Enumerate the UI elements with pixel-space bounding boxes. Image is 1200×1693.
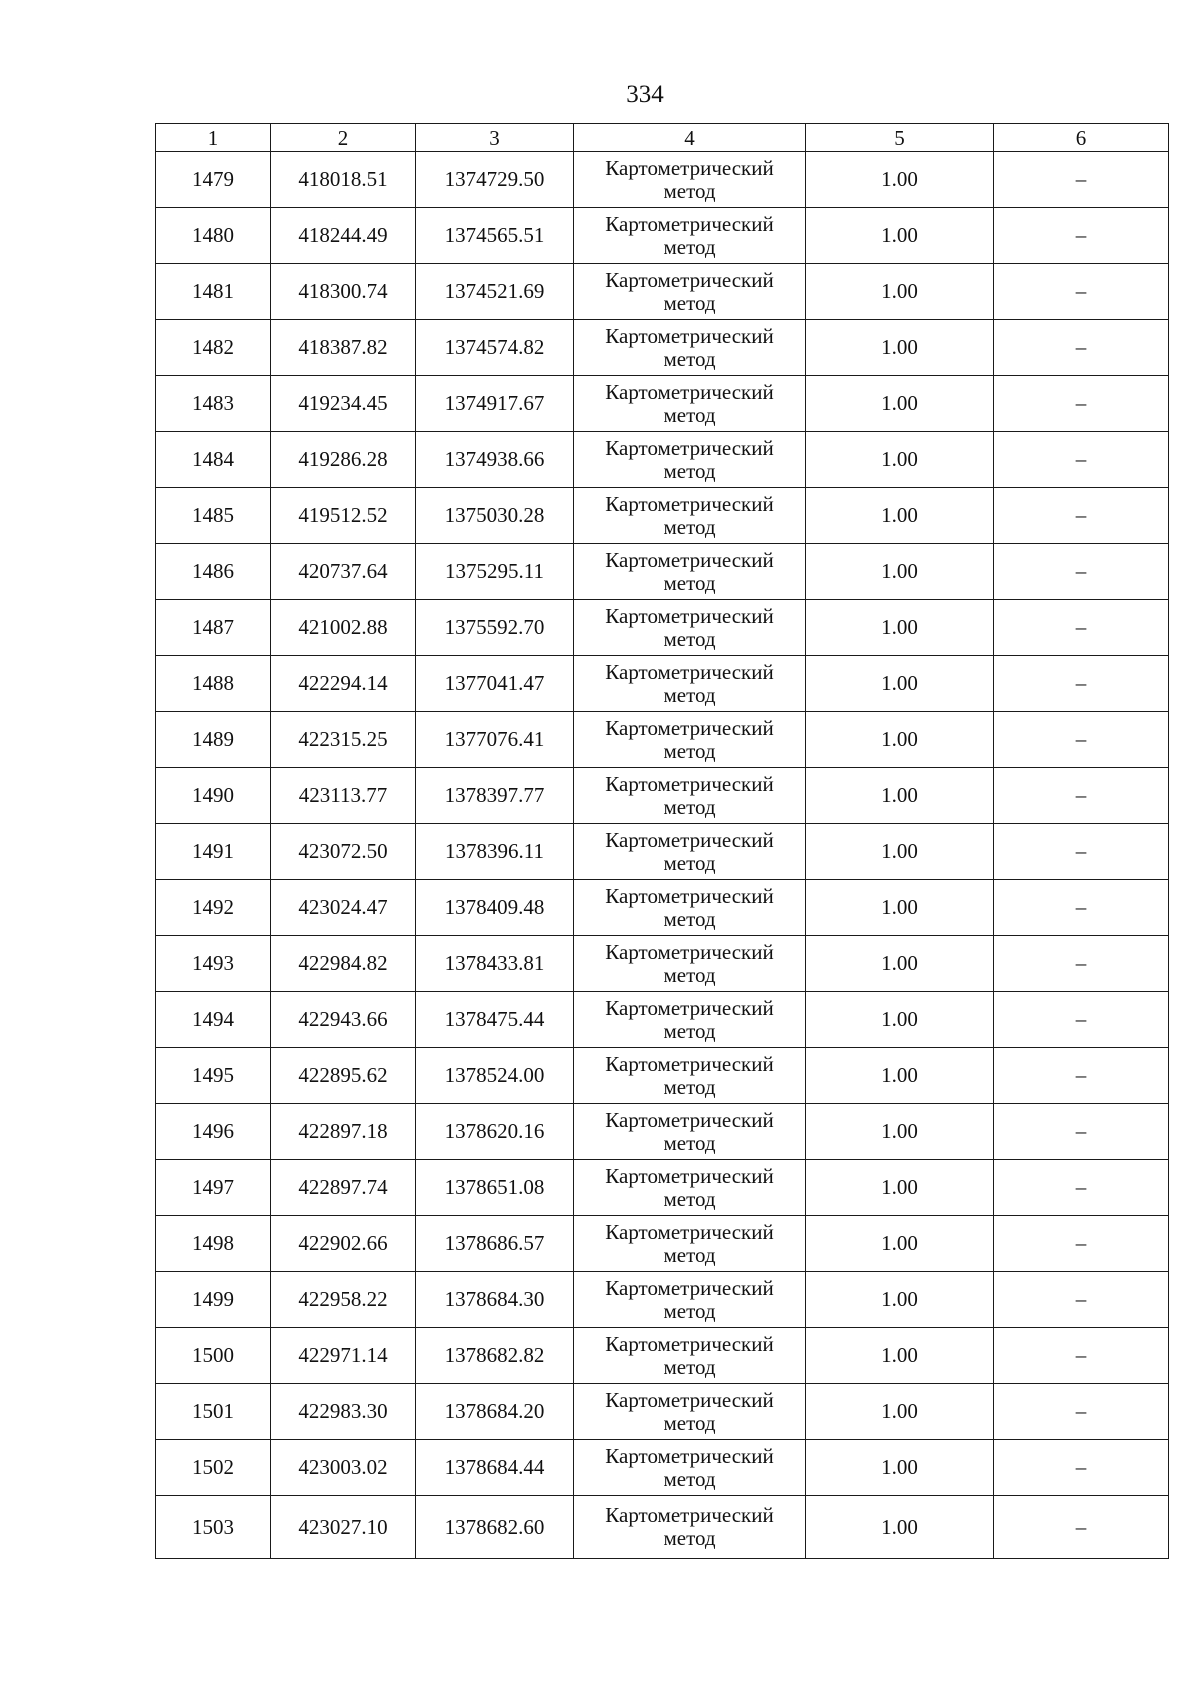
method-line: Картометрический [605, 1387, 774, 1412]
page-number: 334 [626, 81, 664, 108]
table-row [156, 320, 1169, 376]
cell-coord-x: 423024.47 [271, 880, 416, 936]
table-row [156, 600, 1169, 656]
header-col-2: 2 [271, 124, 416, 152]
cell-method [574, 1496, 806, 1559]
cell-note: – [994, 1104, 1169, 1160]
cell-accuracy: 1.00 [806, 320, 994, 376]
cell-coord-y: 1374938.66 [416, 432, 574, 488]
cell-note: – [994, 488, 1169, 544]
cell-method [574, 264, 806, 320]
cell-point-number: 1479 [156, 152, 271, 208]
cell-method [574, 432, 806, 488]
method-line: метод [663, 1526, 716, 1550]
method-line: метод [663, 178, 716, 203]
table-row [156, 936, 1169, 992]
cell-coord-x: 422897.18 [271, 1104, 416, 1160]
cell-coord-y: 1378524.00 [416, 1048, 574, 1104]
cell-coord-x: 422294.14 [271, 656, 416, 712]
method-line: метод [663, 682, 716, 707]
table-row [156, 1104, 1169, 1160]
cell-method [574, 656, 806, 712]
table-row [156, 376, 1169, 432]
cell-note: – [994, 1328, 1169, 1384]
method-line: Картометрический [605, 379, 774, 404]
header-col-6: 6 [994, 124, 1169, 152]
cell-coord-y: 1374565.51 [416, 208, 574, 264]
cell-coord-x: 418387.82 [271, 320, 416, 376]
table-row [156, 1440, 1169, 1496]
method-line: Картометрический [605, 659, 774, 684]
table-row [156, 208, 1169, 264]
table-row [156, 880, 1169, 936]
cell-method [574, 1160, 806, 1216]
method-line: Картометрический [605, 547, 774, 572]
table-header [156, 124, 1169, 152]
cell-note: – [994, 1440, 1169, 1496]
cell-point-number: 1496 [156, 1104, 271, 1160]
cell-point-number: 1503 [156, 1496, 271, 1559]
cell-note: – [994, 600, 1169, 656]
cell-point-number: 1497 [156, 1160, 271, 1216]
method-line: метод [663, 906, 716, 931]
cell-coord-y: 1378684.30 [416, 1272, 574, 1328]
method-line: Картометрический [605, 1163, 774, 1188]
table-row [156, 264, 1169, 320]
method-line: Картометрический [605, 211, 774, 236]
cell-coord-x: 418244.49 [271, 208, 416, 264]
cell-point-number: 1502 [156, 1440, 271, 1496]
cell-method [574, 208, 806, 264]
cell-accuracy: 1.00 [806, 656, 994, 712]
cell-coord-x: 418018.51 [271, 152, 416, 208]
method-line: метод [663, 626, 716, 651]
method-line: Картометрический [605, 827, 774, 852]
table-row [156, 992, 1169, 1048]
table-row [156, 432, 1169, 488]
cell-coord-x: 423003.02 [271, 1440, 416, 1496]
cell-accuracy: 1.00 [806, 488, 994, 544]
cell-point-number: 1494 [156, 992, 271, 1048]
method-line: Картометрический [605, 1443, 774, 1468]
cell-point-number: 1490 [156, 768, 271, 824]
cell-note: – [994, 1384, 1169, 1440]
cell-method [574, 1384, 806, 1440]
method-line: Картометрический [605, 771, 774, 796]
cell-point-number: 1483 [156, 376, 271, 432]
cell-note: – [994, 320, 1169, 376]
method-line: метод [663, 290, 716, 315]
cell-note: – [994, 152, 1169, 208]
cell-accuracy: 1.00 [806, 1048, 994, 1104]
cell-coord-x: 422983.30 [271, 1384, 416, 1440]
table-row [156, 1160, 1169, 1216]
cell-point-number: 1495 [156, 1048, 271, 1104]
method-line: метод [663, 1410, 716, 1435]
cell-coord-y: 1374574.82 [416, 320, 574, 376]
cell-note: – [994, 1216, 1169, 1272]
cell-accuracy: 1.00 [806, 1496, 994, 1559]
cell-note: – [994, 1048, 1169, 1104]
cell-note: – [994, 824, 1169, 880]
cell-accuracy: 1.00 [806, 824, 994, 880]
method-line: Картометрический [605, 323, 774, 348]
cell-note: – [994, 432, 1169, 488]
method-line: Картометрический [605, 1219, 774, 1244]
method-line: Картометрический [605, 1503, 774, 1527]
cell-note: – [994, 880, 1169, 936]
cell-coord-x: 422895.62 [271, 1048, 416, 1104]
cell-method [574, 1272, 806, 1328]
method-line: Картометрический [605, 155, 774, 180]
table-row [156, 1272, 1169, 1328]
cell-coord-x: 418300.74 [271, 264, 416, 320]
cell-coord-x: 423027.10 [271, 1496, 416, 1559]
method-line: метод [663, 570, 716, 595]
cell-point-number: 1491 [156, 824, 271, 880]
cell-coord-y: 1378620.16 [416, 1104, 574, 1160]
cell-note: – [994, 264, 1169, 320]
cell-coord-y: 1378684.44 [416, 1440, 574, 1496]
cell-coord-y: 1378397.77 [416, 768, 574, 824]
method-line: метод [663, 234, 716, 259]
cell-note: – [994, 376, 1169, 432]
cell-coord-y: 1378475.44 [416, 992, 574, 1048]
cell-point-number: 1487 [156, 600, 271, 656]
cell-point-number: 1498 [156, 1216, 271, 1272]
method-line: метод [663, 850, 716, 875]
method-line: метод [663, 346, 716, 371]
cell-coord-x: 423072.50 [271, 824, 416, 880]
cell-point-number: 1493 [156, 936, 271, 992]
cell-coord-x: 419512.52 [271, 488, 416, 544]
table-row [156, 1048, 1169, 1104]
cell-coord-x: 419234.45 [271, 376, 416, 432]
cell-accuracy: 1.00 [806, 432, 994, 488]
cell-accuracy: 1.00 [806, 1384, 994, 1440]
table-row [156, 712, 1169, 768]
table-row [156, 488, 1169, 544]
cell-point-number: 1481 [156, 264, 271, 320]
cell-method [574, 376, 806, 432]
cell-coord-y: 1378433.81 [416, 936, 574, 992]
cell-coord-y: 1375030.28 [416, 488, 574, 544]
cell-coord-y: 1374917.67 [416, 376, 574, 432]
cell-point-number: 1480 [156, 208, 271, 264]
method-line: метод [663, 1018, 716, 1043]
cell-coord-y: 1374729.50 [416, 152, 574, 208]
cell-method [574, 712, 806, 768]
table-row [156, 656, 1169, 712]
method-line: метод [663, 458, 716, 483]
cell-accuracy: 1.00 [806, 880, 994, 936]
cell-method [574, 544, 806, 600]
method-line: Картометрический [605, 715, 774, 740]
method-line: метод [663, 1130, 716, 1155]
cell-accuracy: 1.00 [806, 376, 994, 432]
method-line: Картометрический [605, 1051, 774, 1076]
cell-coord-x: 420737.64 [271, 544, 416, 600]
cell-point-number: 1488 [156, 656, 271, 712]
cell-method [574, 768, 806, 824]
cell-coord-x: 422984.82 [271, 936, 416, 992]
coordinates-table [155, 123, 1169, 1559]
cell-method [574, 320, 806, 376]
cell-coord-x: 422958.22 [271, 1272, 416, 1328]
method-line: Картометрический [605, 1331, 774, 1356]
table-row [156, 1328, 1169, 1384]
cell-coord-x: 419286.28 [271, 432, 416, 488]
cell-accuracy: 1.00 [806, 1328, 994, 1384]
cell-note: – [994, 1160, 1169, 1216]
table-body [156, 152, 1169, 1559]
method-line: Картометрический [605, 603, 774, 628]
cell-accuracy: 1.00 [806, 936, 994, 992]
cell-note: – [994, 656, 1169, 712]
cell-accuracy: 1.00 [806, 1104, 994, 1160]
cell-point-number: 1499 [156, 1272, 271, 1328]
header-col-3: 3 [416, 124, 574, 152]
cell-point-number: 1501 [156, 1384, 271, 1440]
cell-coord-y: 1378409.48 [416, 880, 574, 936]
cell-accuracy: 1.00 [806, 768, 994, 824]
cell-method [574, 1048, 806, 1104]
cell-method [574, 936, 806, 992]
cell-point-number: 1489 [156, 712, 271, 768]
method-line: метод [663, 962, 716, 987]
header-col-1: 1 [156, 124, 271, 152]
method-line: Картометрический [605, 883, 774, 908]
table-row [156, 152, 1169, 208]
cell-note: – [994, 992, 1169, 1048]
header-col-4: 4 [574, 124, 806, 152]
method-line: метод [663, 1466, 716, 1491]
cell-coord-y: 1378682.82 [416, 1328, 574, 1384]
cell-coord-y: 1378684.20 [416, 1384, 574, 1440]
cell-accuracy: 1.00 [806, 992, 994, 1048]
cell-accuracy: 1.00 [806, 152, 994, 208]
cell-coord-x: 422897.74 [271, 1160, 416, 1216]
table-row [156, 544, 1169, 600]
cell-method [574, 152, 806, 208]
table-row [156, 1496, 1169, 1559]
method-line: Картометрический [605, 267, 774, 292]
cell-point-number: 1486 [156, 544, 271, 600]
method-line: Картометрический [605, 995, 774, 1020]
cell-accuracy: 1.00 [806, 1440, 994, 1496]
cell-coord-y: 1378682.60 [416, 1496, 574, 1559]
cell-note: – [994, 712, 1169, 768]
table-row [156, 768, 1169, 824]
cell-coord-y: 1378396.11 [416, 824, 574, 880]
method-line: метод [663, 514, 716, 539]
table-row [156, 1384, 1169, 1440]
cell-note: – [994, 768, 1169, 824]
table-row [156, 1216, 1169, 1272]
table-row [156, 824, 1169, 880]
cell-coord-x: 423113.77 [271, 768, 416, 824]
method-line: Картометрический [605, 491, 774, 516]
cell-coord-y: 1377041.47 [416, 656, 574, 712]
cell-coord-y: 1378686.57 [416, 1216, 574, 1272]
cell-accuracy: 1.00 [806, 1272, 994, 1328]
method-line: метод [663, 1186, 716, 1211]
cell-accuracy: 1.00 [806, 264, 994, 320]
header-col-5: 5 [806, 124, 994, 152]
method-line: метод [663, 794, 716, 819]
cell-coord-y: 1374521.69 [416, 264, 574, 320]
cell-coord-y: 1377076.41 [416, 712, 574, 768]
cell-point-number: 1484 [156, 432, 271, 488]
cell-method [574, 824, 806, 880]
method-line: метод [663, 1074, 716, 1099]
cell-coord-y: 1375592.70 [416, 600, 574, 656]
method-line: метод [663, 738, 716, 763]
cell-method [574, 880, 806, 936]
cell-accuracy: 1.00 [806, 544, 994, 600]
cell-method [574, 600, 806, 656]
cell-method [574, 992, 806, 1048]
cell-method [574, 1328, 806, 1384]
cell-point-number: 1500 [156, 1328, 271, 1384]
cell-accuracy: 1.00 [806, 1216, 994, 1272]
cell-accuracy: 1.00 [806, 1160, 994, 1216]
cell-coord-x: 422971.14 [271, 1328, 416, 1384]
cell-note: – [994, 1496, 1169, 1559]
cell-coord-x: 422902.66 [271, 1216, 416, 1272]
cell-point-number: 1482 [156, 320, 271, 376]
cell-coord-x: 422943.66 [271, 992, 416, 1048]
cell-note: – [994, 936, 1169, 992]
cell-method [574, 488, 806, 544]
method-line: метод [663, 1298, 716, 1323]
cell-method [574, 1104, 806, 1160]
cell-note: – [994, 208, 1169, 264]
cell-note: – [994, 544, 1169, 600]
cell-accuracy: 1.00 [806, 600, 994, 656]
cell-coord-y: 1375295.11 [416, 544, 574, 600]
method-line: Картометрический [605, 939, 774, 964]
method-line: Картометрический [605, 435, 774, 460]
cell-point-number: 1492 [156, 880, 271, 936]
cell-note: – [994, 1272, 1169, 1328]
header-row [156, 124, 1169, 152]
method-line: Картометрический [605, 1275, 774, 1300]
cell-coord-y: 1378651.08 [416, 1160, 574, 1216]
cell-accuracy: 1.00 [806, 208, 994, 264]
cell-method [574, 1216, 806, 1272]
method-line: метод [663, 1354, 716, 1379]
cell-method [574, 1440, 806, 1496]
cell-coord-x: 422315.25 [271, 712, 416, 768]
cell-accuracy: 1.00 [806, 712, 994, 768]
method-line: метод [663, 1242, 716, 1267]
method-line: метод [663, 402, 716, 427]
cell-coord-x: 421002.88 [271, 600, 416, 656]
cell-point-number: 1485 [156, 488, 271, 544]
method-line: Картометрический [605, 1107, 774, 1132]
